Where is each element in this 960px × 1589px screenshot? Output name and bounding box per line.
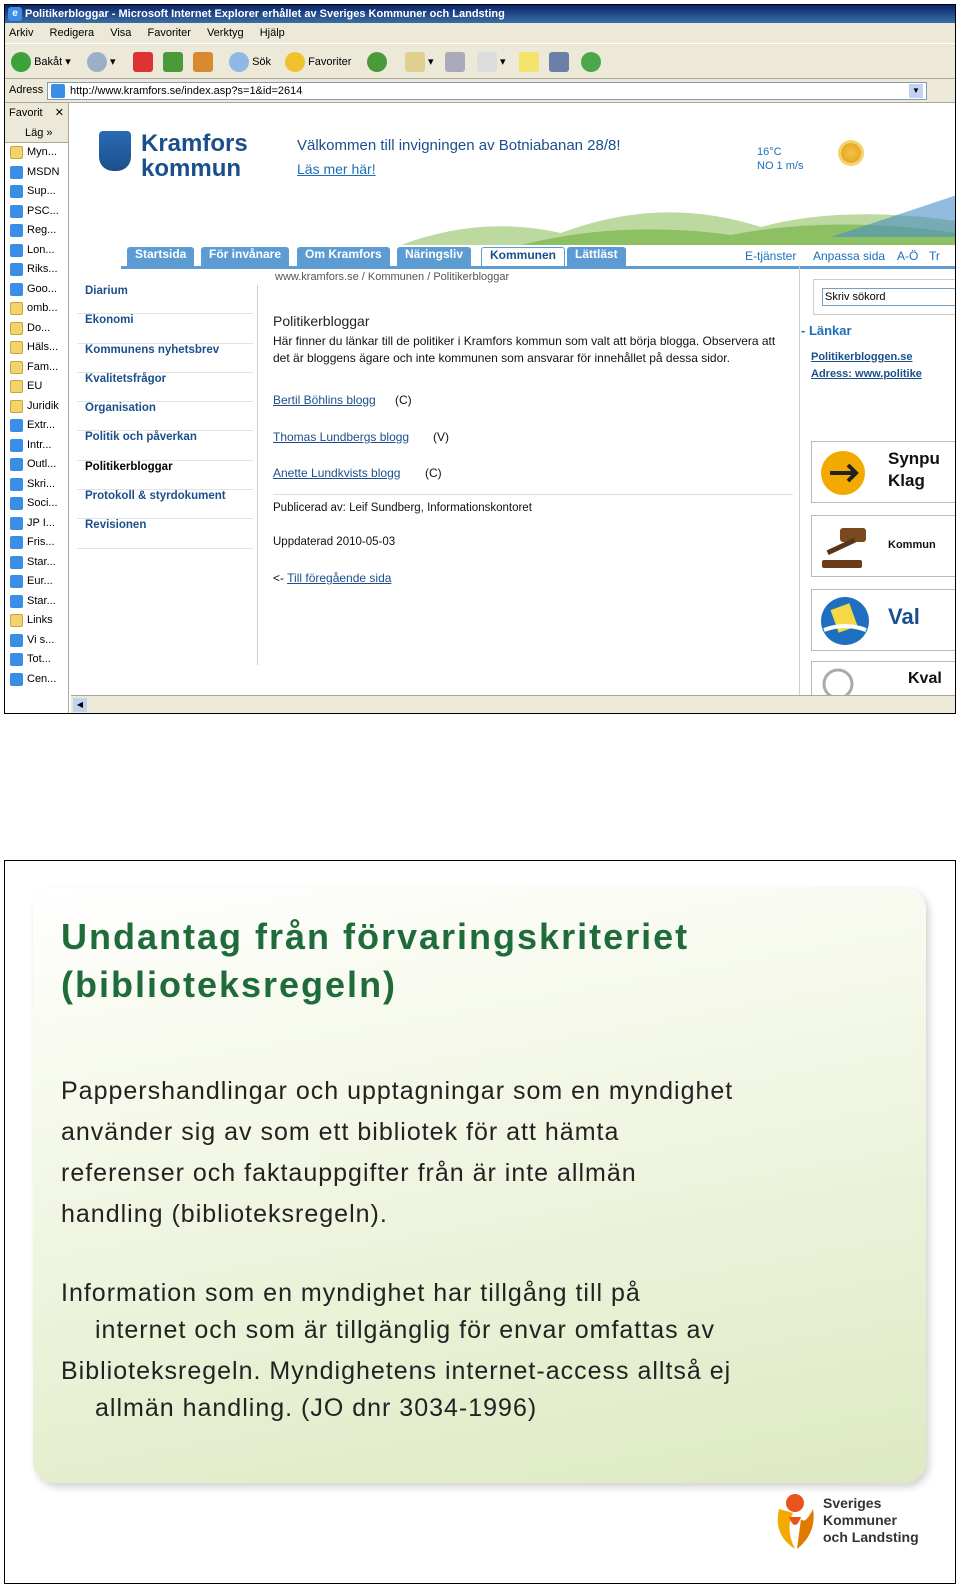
address-dropdown-icon[interactable]: ▼ bbox=[909, 84, 923, 98]
favorite-item-label: JP I... bbox=[27, 516, 55, 529]
home-button[interactable] bbox=[193, 50, 213, 74]
favorite-item-label: Myn... bbox=[27, 146, 57, 158]
back-button[interactable]: Bakåt ▾ bbox=[11, 50, 71, 74]
menu-hjalp[interactable]: Hjälp bbox=[259, 27, 285, 39]
address-link[interactable]: Adress: www.politike bbox=[811, 368, 922, 380]
published-by: Publicerad av: Leif Sundberg, Informationskontoret bbox=[273, 502, 532, 514]
party-label: (V) bbox=[433, 430, 449, 444]
magnifier-icon bbox=[820, 666, 860, 695]
blog-link[interactable]: Thomas Lundbergs blogg bbox=[273, 430, 410, 444]
favorite-item[interactable] bbox=[5, 670, 68, 690]
menu-verktyg[interactable]: Verktyg bbox=[206, 27, 244, 39]
favorite-item[interactable] bbox=[5, 143, 68, 163]
airplane-icon bbox=[820, 450, 866, 496]
forward-button[interactable]: ▾ bbox=[87, 50, 116, 74]
paragraph-line: allmän handling. (JO dnr 3034-1996) bbox=[95, 1394, 538, 1422]
folder-icon bbox=[10, 614, 23, 627]
site-navigation bbox=[71, 245, 956, 267]
text-slide bbox=[4, 860, 956, 1584]
word-icon bbox=[477, 52, 497, 72]
ie-page-icon bbox=[10, 653, 23, 666]
stop-button[interactable] bbox=[133, 50, 153, 74]
home-icon bbox=[193, 52, 213, 72]
favorite-item-label: Outl... bbox=[27, 458, 57, 470]
favorite-item[interactable] bbox=[5, 650, 68, 670]
browser-screenshot-slide bbox=[4, 4, 956, 714]
window-title: Politikerbloggar - Microsoft Internet Explorer erhållet av Sveriges Kommuner och Landsting bbox=[25, 8, 505, 20]
toolbar bbox=[5, 43, 955, 79]
add-favorite-button[interactable]: Läg » bbox=[5, 123, 68, 143]
ie-page-icon bbox=[10, 536, 23, 549]
back-link-row bbox=[273, 571, 793, 585]
header-landscape-graphic bbox=[401, 175, 956, 245]
skl-logo-text: Sveriges Kommuner och Landsting bbox=[823, 1495, 919, 1545]
favorite-item[interactable] bbox=[5, 221, 68, 241]
favorite-item[interactable] bbox=[5, 611, 68, 631]
favorite-item-label: Lon... bbox=[27, 243, 55, 256]
stop-icon bbox=[133, 52, 153, 72]
party-label: (C) bbox=[425, 466, 442, 480]
ie-page-icon bbox=[10, 517, 23, 530]
blog-link[interactable]: Anette Lundkvists blogg bbox=[273, 466, 401, 480]
content-divider bbox=[273, 494, 793, 495]
favorite-item-label: Eur... bbox=[27, 575, 53, 587]
history-icon bbox=[367, 52, 387, 72]
favorite-item-label: Star... bbox=[27, 594, 56, 607]
favorites-button[interactable]: Favoriter bbox=[285, 50, 351, 74]
ie-page-icon bbox=[10, 283, 23, 296]
favorite-item[interactable] bbox=[5, 202, 68, 222]
favorite-item-label: Sup... bbox=[27, 185, 56, 197]
menu-bar bbox=[5, 23, 955, 43]
left-menu-item[interactable]: Diarium bbox=[77, 285, 253, 314]
synpunkter-banner[interactable]: Synpu Klag bbox=[811, 441, 956, 503]
favorites-panel-header: Favorit ✕ bbox=[5, 103, 68, 123]
updated-date: Uppdaterad 2010-05-03 bbox=[273, 536, 396, 548]
favorite-item-label: Riks... bbox=[27, 263, 58, 275]
favorite-item[interactable] bbox=[5, 182, 68, 202]
favorite-item[interactable] bbox=[5, 260, 68, 280]
left-menu bbox=[77, 285, 253, 549]
folder-icon bbox=[10, 380, 23, 393]
left-menu-item[interactable]: Kvalitetsfrågor bbox=[77, 373, 253, 402]
mail-icon bbox=[405, 52, 425, 72]
ie-page-icon bbox=[10, 634, 23, 647]
left-menu-item[interactable]: Protokoll & styrdokument bbox=[77, 490, 253, 519]
star-icon bbox=[285, 52, 305, 72]
paragraph-line: Biblioteksregeln. Myndighetens internet-access alltså ej bbox=[61, 1357, 732, 1385]
favorite-item[interactable] bbox=[5, 319, 68, 339]
val-banner[interactable]: Val bbox=[811, 589, 956, 651]
page-icon bbox=[51, 84, 65, 98]
favorite-item-label: Juridik bbox=[27, 399, 59, 412]
mail-button[interactable]: ▾ bbox=[405, 50, 434, 74]
left-column-divider bbox=[257, 285, 258, 665]
refresh-button[interactable] bbox=[163, 50, 183, 74]
window-titlebar bbox=[5, 5, 955, 23]
ie-page-icon bbox=[10, 595, 23, 608]
ie-page-icon bbox=[10, 458, 23, 471]
address-label: Adress bbox=[9, 84, 44, 96]
search-input[interactable] bbox=[822, 288, 956, 306]
horizontal-scrollbar[interactable] bbox=[71, 695, 956, 713]
nav-tab-lattlast[interactable]: Lättläst bbox=[567, 247, 626, 267]
favorite-item[interactable] bbox=[5, 553, 68, 573]
favorite-item-label: omb... bbox=[27, 302, 58, 314]
favorite-item-label: Soci... bbox=[27, 497, 58, 509]
notes-button[interactable] bbox=[519, 50, 539, 74]
kramfors-crest-icon bbox=[99, 131, 131, 171]
folder-icon bbox=[10, 302, 23, 315]
favorite-item-label: MSDN bbox=[27, 165, 60, 178]
favorite-item[interactable] bbox=[5, 572, 68, 592]
favorite-item-label: Skri... bbox=[27, 477, 56, 490]
weather-wind: NO 1 m/s bbox=[757, 160, 804, 172]
search-box bbox=[813, 279, 956, 315]
paragraph-line: handling (biblioteksregeln). bbox=[61, 1200, 388, 1228]
sun-icon bbox=[841, 143, 861, 163]
favorite-item-label: EU bbox=[27, 380, 43, 392]
favorite-item-label: Links bbox=[27, 614, 53, 626]
ie-page-icon bbox=[10, 575, 23, 588]
politikerbloggen-link[interactable]: Politikerbloggen.se bbox=[811, 351, 913, 363]
ie-page-icon bbox=[10, 556, 23, 569]
ie-page-icon bbox=[10, 478, 23, 491]
weather-temperature: 16°C bbox=[757, 146, 782, 158]
favorite-item-label: Vi s... bbox=[27, 633, 55, 646]
favorite-item-label: Fam... bbox=[27, 360, 59, 373]
favorite-item[interactable] bbox=[5, 163, 68, 183]
ie-page-icon bbox=[10, 244, 23, 257]
paragraph-line: Information som en myndighet har tillgång till på bbox=[61, 1279, 641, 1307]
site-logo[interactable]: Kramfors kommun bbox=[141, 130, 248, 182]
favorite-item[interactable] bbox=[5, 631, 68, 651]
favorite-item[interactable] bbox=[5, 358, 68, 378]
links-heading: - Länkar bbox=[801, 323, 852, 338]
favorite-item[interactable] bbox=[5, 377, 68, 397]
ie-page-icon bbox=[10, 224, 23, 237]
favorite-item-label: Häls... bbox=[27, 341, 59, 353]
paragraph-biblioteksregeln bbox=[61, 1071, 901, 1235]
favorite-item-label: Fris... bbox=[27, 536, 55, 548]
left-menu-item[interactable]: Politik och påverkan bbox=[77, 431, 253, 460]
nav-tab-startsida[interactable]: Startsida bbox=[127, 247, 194, 267]
favorite-item[interactable] bbox=[5, 475, 68, 495]
favorite-item[interactable] bbox=[5, 436, 68, 456]
search-icon bbox=[229, 52, 249, 72]
address-input[interactable]: http://www.kramfors.se/index.asp?s=1&id=2614 ▼ bbox=[47, 82, 927, 100]
folder-icon bbox=[10, 361, 23, 374]
favorite-item[interactable] bbox=[5, 241, 68, 261]
left-menu-item[interactable]: Revisionen bbox=[77, 519, 253, 548]
nav-tab-for-invanare[interactable]: För invånare bbox=[201, 247, 289, 267]
menu-arkiv[interactable]: Arkiv bbox=[9, 27, 34, 39]
favorite-item[interactable] bbox=[5, 455, 68, 475]
history-button[interactable] bbox=[367, 50, 387, 74]
favorite-item-label: Reg... bbox=[27, 224, 57, 236]
folder-icon bbox=[10, 400, 23, 413]
nav-link-e-tjanster[interactable]: E-tjänster bbox=[745, 249, 797, 263]
favorites-list bbox=[5, 143, 68, 689]
content-intro: Här finner du länkar till de politiker i Kramfors kommun som valt att börja blogga. Observera att det är bloggens ägare och inte kommunen som ansvarar för innehållet på dessa sidor. bbox=[273, 334, 776, 365]
folder-icon bbox=[10, 322, 23, 335]
paragraph-line: använder sig av som ett bibliotek för att hämta bbox=[61, 1118, 620, 1146]
menu-redigera[interactable]: Redigera bbox=[49, 27, 95, 39]
nav-tab-om-kramfors[interactable]: Om Kramfors bbox=[297, 247, 390, 267]
ie-page-icon bbox=[10, 673, 23, 686]
messenger-button[interactable] bbox=[581, 50, 601, 74]
ie-page-icon bbox=[10, 439, 23, 452]
favorite-item[interactable] bbox=[5, 416, 68, 436]
close-icon[interactable]: ✕ bbox=[54, 107, 64, 119]
main-content bbox=[273, 313, 793, 627]
ie-page-icon bbox=[10, 185, 23, 198]
favorite-item[interactable] bbox=[5, 299, 68, 319]
slide-title: Undantag från förvaringskriteriet (biblioteksregeln) bbox=[61, 916, 690, 1005]
party-label: (C) bbox=[395, 393, 412, 407]
research-icon bbox=[549, 52, 569, 72]
note-icon bbox=[519, 52, 539, 72]
kval-banner[interactable]: Kval bbox=[811, 661, 956, 695]
blog-link[interactable]: Bertil Böhlins blogg bbox=[273, 393, 376, 407]
ie-page-icon bbox=[10, 263, 23, 276]
favorite-item[interactable] bbox=[5, 533, 68, 553]
paragraph-line: internet och som är tillgänglig för envar omfattas av bbox=[95, 1316, 715, 1344]
ie-logo-icon: e bbox=[8, 7, 22, 21]
favorite-item-label: PSC... bbox=[27, 204, 59, 217]
favorite-item[interactable] bbox=[5, 338, 68, 358]
nav-tab-naringsliv[interactable]: Näringsliv bbox=[397, 247, 471, 267]
ie-page-icon bbox=[10, 419, 23, 432]
nav-link-a-o[interactable]: A-Ö bbox=[897, 249, 919, 263]
favorite-item[interactable] bbox=[5, 397, 68, 417]
paragraph-line: referenser och faktauppgifter från är inte allmän bbox=[61, 1159, 637, 1187]
welcome-message: Välkommen till invigningen av Botniabanan 28/8! bbox=[297, 137, 621, 154]
favorite-item[interactable] bbox=[5, 592, 68, 612]
scroll-left-icon[interactable]: ◀ bbox=[73, 698, 87, 712]
favorite-item[interactable] bbox=[5, 280, 68, 300]
right-column-divider bbox=[799, 265, 800, 695]
favorite-item-label: Intr... bbox=[27, 438, 52, 451]
edit-button[interactable]: ▾ bbox=[477, 50, 506, 74]
gavel-icon bbox=[818, 522, 878, 572]
webpage-viewport bbox=[71, 103, 956, 695]
print-button[interactable] bbox=[445, 50, 465, 74]
forward-arrow-icon bbox=[87, 52, 107, 72]
nav-link-tr[interactable]: Tr bbox=[929, 249, 940, 263]
address-bar bbox=[5, 79, 955, 103]
favorite-item-label: Cen... bbox=[27, 672, 57, 685]
favorite-item-label: Star... bbox=[27, 555, 56, 568]
read-more-link[interactable]: Läs mer här! bbox=[297, 161, 376, 177]
weather-widget bbox=[757, 145, 803, 173]
left-menu-item[interactable]: Kommunens nyhetsbrev bbox=[77, 344, 253, 373]
left-menu-item[interactable]: Organisation bbox=[77, 402, 253, 431]
folder-icon bbox=[10, 146, 23, 159]
left-menu-item[interactable]: Ekonomi bbox=[77, 314, 253, 343]
favorite-item[interactable] bbox=[5, 494, 68, 514]
back-link[interactable]: Till föregående sida bbox=[287, 571, 392, 585]
ie-page-icon bbox=[10, 205, 23, 218]
paragraph-internet bbox=[61, 1275, 901, 1427]
menu-visa[interactable]: Visa bbox=[110, 27, 132, 39]
refresh-icon bbox=[163, 52, 183, 72]
search-button[interactable]: Sök bbox=[229, 50, 271, 74]
print-icon bbox=[445, 52, 465, 72]
breadcrumb: www.kramfors.se / Kommunen / Politikerbloggar bbox=[275, 271, 510, 283]
favorite-item-label: Do... bbox=[27, 321, 51, 334]
ie-page-icon bbox=[10, 497, 23, 510]
nav-tab-kommunen[interactable]: Kommunen bbox=[481, 247, 565, 267]
back-arrow-text: <- bbox=[273, 571, 285, 585]
favorite-item-label: Extr... bbox=[27, 419, 56, 431]
favorite-item-label: Goo... bbox=[27, 282, 57, 295]
paragraph-line: Pappershandlingar och upptagningar som en myndighet bbox=[61, 1077, 734, 1105]
ie-page-icon bbox=[10, 166, 23, 179]
folder-icon bbox=[10, 341, 23, 354]
favorite-item[interactable] bbox=[5, 514, 68, 534]
content-title: Politikerbloggar bbox=[273, 313, 370, 329]
kommun-banner[interactable]: Kommun bbox=[811, 515, 956, 577]
favorite-item-label: Tot... bbox=[27, 653, 51, 665]
messenger-icon bbox=[581, 52, 601, 72]
back-arrow-icon bbox=[11, 52, 31, 72]
favorites-panel bbox=[5, 103, 69, 714]
menu-favoriter[interactable]: Favoriter bbox=[147, 27, 191, 39]
nav-link-anpassa-sida[interactable]: Anpassa sida bbox=[813, 249, 886, 263]
ballot-icon bbox=[820, 596, 870, 646]
nav-divider bbox=[121, 266, 956, 269]
site-header bbox=[71, 103, 956, 245]
research-button[interactable] bbox=[549, 50, 569, 74]
left-menu-item-current[interactable]: Politikerbloggar bbox=[77, 461, 253, 490]
skl-logo-icon bbox=[771, 1489, 821, 1553]
